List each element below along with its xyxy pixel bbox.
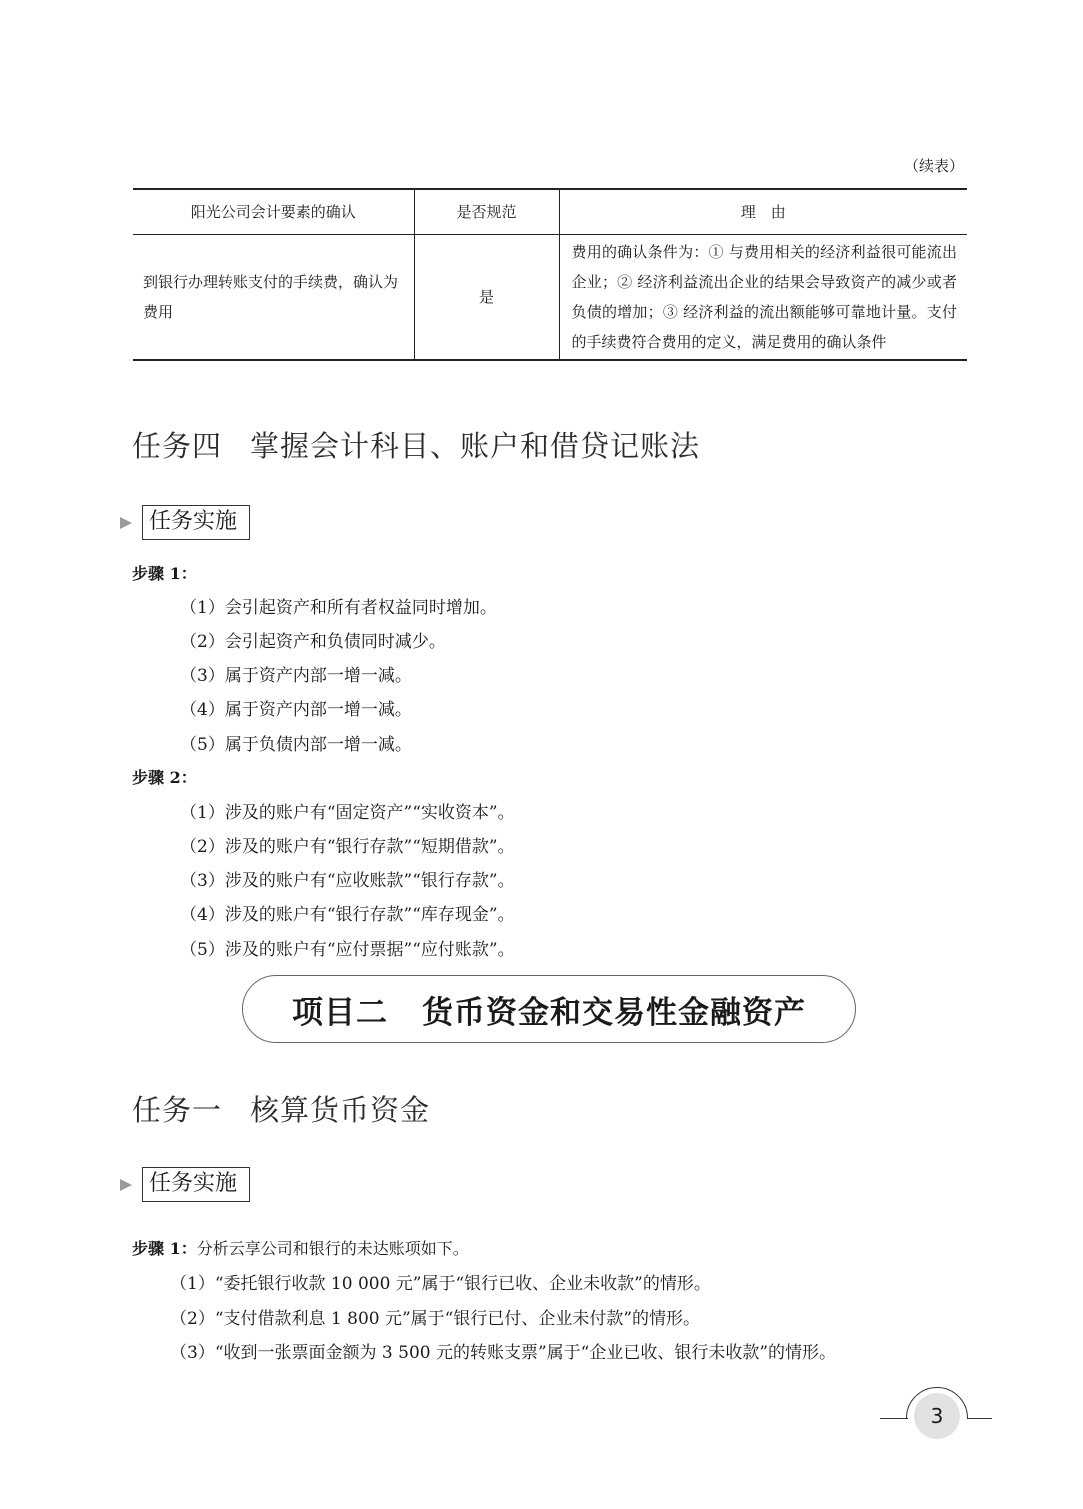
continued-table-label: （续表） (904, 157, 965, 175)
page-number-rule-right (967, 1418, 992, 1419)
list-item: （1）“委托银行收款 10 000 元”属于“银行已收、企业未收款”的情形。 (170, 1274, 711, 1294)
column-header-item: 阳光公司会计要素的确认 (133, 189, 414, 234)
list-item: （2）“支付借款利息 1 800 元”属于“银行已付、企业未付款”的情形。 (170, 1309, 701, 1329)
project-name: 货币资金和交易性金融资产 (422, 994, 806, 1031)
task1-step1-text: 分析云享公司和银行的未达账项如下。 (196, 1239, 469, 1258)
task4-step1-label: 步骤 1： (132, 564, 197, 583)
list-item: （1）会引起资产和所有者权益同时增加。 (180, 598, 497, 618)
play-arrow-icon (120, 517, 132, 529)
table-row (133, 234, 967, 360)
task4-title (132, 424, 700, 465)
column-header-reason: 理 由 (559, 189, 967, 234)
project-number: 项目二 (292, 994, 388, 1031)
task1-step1 (132, 1236, 469, 1259)
list-item: （4）涉及的账户有“银行存款”“库存现金”。 (180, 905, 515, 925)
cell-reason: 费用的确认条件为：① 与费用相关的经济利益很可能流出企业；② 经济利益流出企业的结果会导致资产的减少或者负债的增加；③ 经济利益的流出额能够可靠地计量。支付的手续费符合费用的定义，满足费用的确认条件 (559, 234, 967, 360)
task1-number: 任务一 (132, 1093, 223, 1127)
list-item: （3）属于资产内部一增一减。 (180, 666, 412, 686)
task1-name: 核算货币资金 (250, 1093, 431, 1127)
cell-normative: 是 (414, 234, 559, 360)
task4-name: 掌握会计科目、账户和借贷记账法 (250, 429, 701, 463)
task4-implementation-heading (120, 505, 250, 540)
list-item: （5）属于负债内部一增一减。 (180, 735, 412, 755)
task4-step2-label: 步骤 2： (132, 768, 197, 787)
task1-implementation-heading (120, 1167, 250, 1202)
page-number: 3 (914, 1393, 960, 1439)
list-item: （3）“收到一张票面金额为 3 500 元的转账支票”属于“企业已收、银行未收款”的情形。 (170, 1343, 837, 1363)
table-header-row (133, 189, 967, 234)
list-item: （5）涉及的账户有“应付票据”“应付账款”。 (180, 940, 515, 960)
list-item: （4）属于资产内部一增一减。 (180, 700, 412, 720)
task1-title (132, 1088, 430, 1129)
list-item: （2）涉及的账户有“银行存款”“短期借款”。 (180, 837, 515, 857)
task1-step1-label: 步骤 1： (132, 1239, 197, 1258)
list-item: （3）涉及的账户有“应收账款”“银行存款”。 (180, 871, 515, 891)
task4-implementation-label: 任务实施 (142, 505, 250, 540)
project-banner (242, 975, 856, 1043)
element-confirmation-table (133, 188, 967, 361)
task1-implementation-label: 任务实施 (142, 1167, 250, 1202)
cell-item: 到银行办理转账支付的手续费，确认为费用 (143, 272, 399, 321)
page-number-rule-left (880, 1418, 908, 1419)
column-header-normative: 是否规范 (414, 189, 559, 234)
list-item: （1）涉及的账户有“固定资产”“实收资本”。 (180, 803, 515, 823)
list-item: （2）会引起资产和负债同时减少。 (180, 632, 446, 652)
page-number-badge (880, 1387, 992, 1443)
play-arrow-icon (120, 1179, 132, 1191)
task4-number: 任务四 (132, 429, 223, 463)
